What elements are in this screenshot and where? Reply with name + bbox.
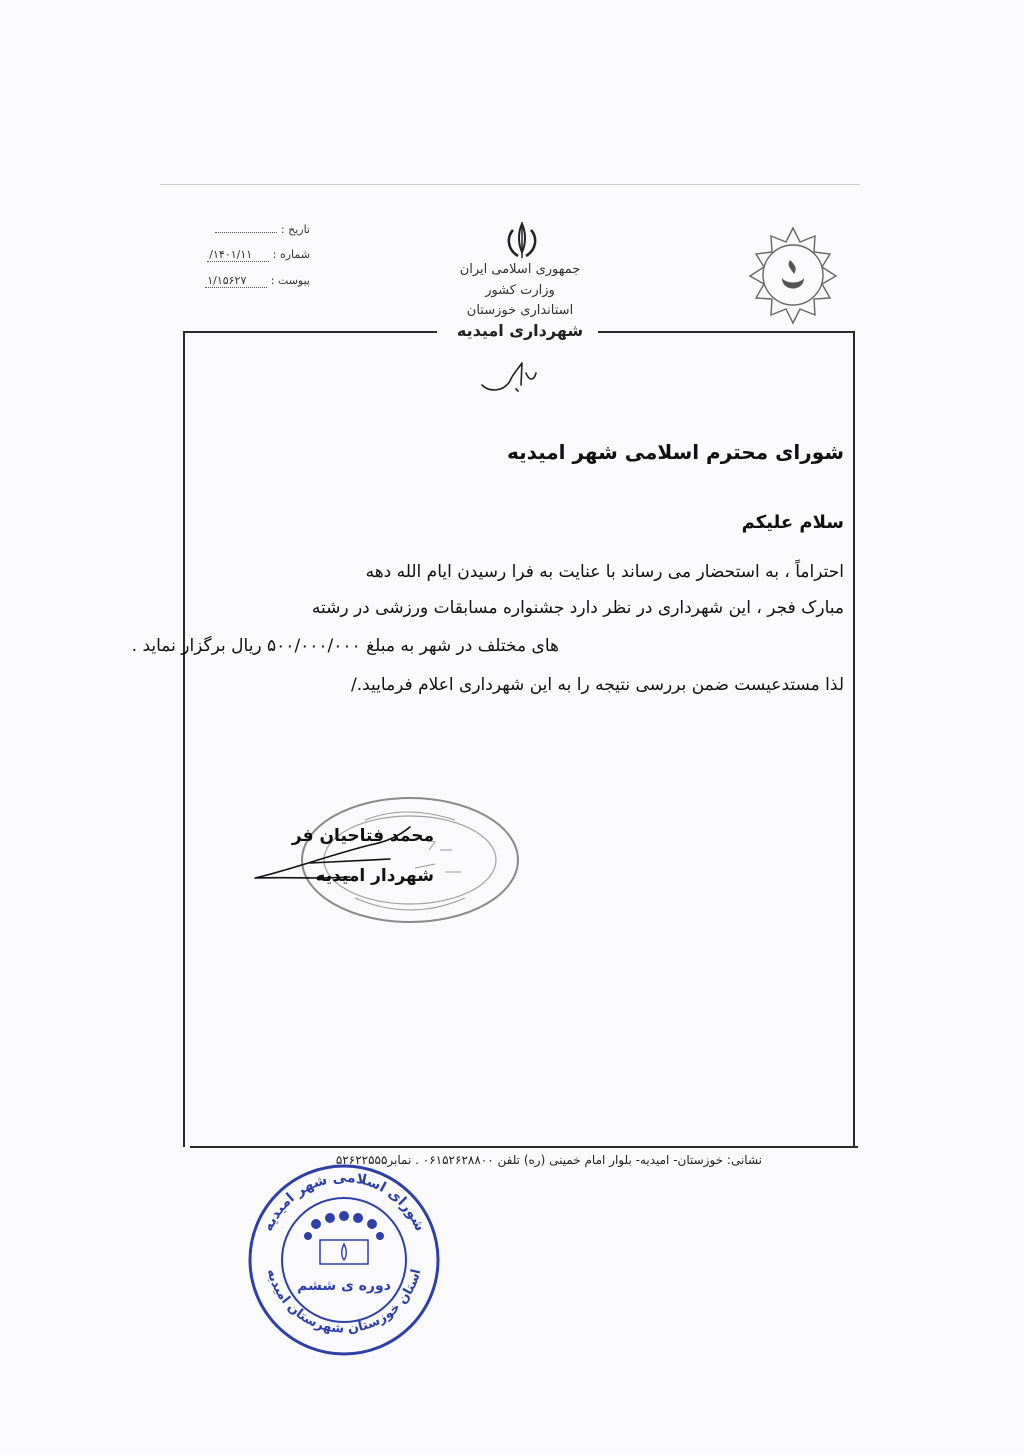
number-field — [190, 248, 310, 262]
date-label: تاریخ : — [280, 223, 310, 236]
attachment-label: پیوست : — [270, 274, 310, 287]
signer-name: محمد فتاحیان فر — [291, 826, 434, 846]
invocation-calligraphy — [474, 355, 544, 395]
number-value: ۱۴۰۱/۱۱/ — [207, 248, 269, 262]
signer-title: شهردار امیدیه — [315, 866, 434, 886]
svg-text:شورای اسلامی شهر امیدیه: شورای اسلامی شهر امیدیه — [260, 1169, 428, 1234]
frame-top-left — [183, 331, 437, 333]
body-line-2: مبارک فجر ، این شهرداری در نظر دارد جشنواره مسابقات ورزشی در رشته — [311, 598, 844, 618]
municipality-logo-icon — [738, 220, 848, 330]
iran-emblem-icon — [498, 218, 546, 266]
stamp-center-text: دوره ی ششم — [297, 1278, 391, 1294]
greeting: سلام علیکم — [741, 512, 844, 533]
attachment-field — [190, 274, 310, 288]
svg-text:استان خوزستان شهرستان امیدیه: استان خوزستان شهرستان امیدیه — [263, 1267, 425, 1337]
date-field — [190, 223, 310, 236]
body-line-4: لذا مستدعیست ضمن بررسی نتیجه را به این شهرداری اعلام فرمایید./ — [350, 675, 844, 695]
header-country: جمهوری اسلامی ایران — [459, 262, 581, 277]
top-divider — [160, 184, 860, 185]
attachment-value: ۱/۱۵۶۲۷ — [205, 274, 267, 288]
header-ministry: وزارت کشور — [485, 283, 555, 298]
header-province: استانداری خوزستان — [466, 303, 574, 318]
body-line-1: احتراماً ، به استحضار می رساند با عنایت به فرا رسیدن ایام الله دهه — [365, 562, 844, 582]
frame-bottom — [190, 1146, 858, 1148]
footer-address: نشانی: خوزستان- امیدیه- بلوار امام خمینی (ره) تلفن ۰۶۱۵۲۶۲۸۸۰۰ . نمابر۵۲۶۲۲۵۵۵ — [335, 1153, 762, 1167]
header-municipality: شهرداری امیدیه — [456, 321, 584, 340]
date-value — [215, 232, 277, 233]
city-council-round-stamp — [246, 1162, 442, 1358]
number-label: شماره : — [272, 248, 310, 261]
frame-top-right — [598, 331, 855, 333]
body-line-3: های مختلف در شهر به مبلغ ۵۰۰/۰۰۰/۰۰۰ ریال برگزار نماید . — [131, 636, 559, 656]
recipient: شورای محترم اسلامی شهر امیدیه — [506, 440, 844, 464]
